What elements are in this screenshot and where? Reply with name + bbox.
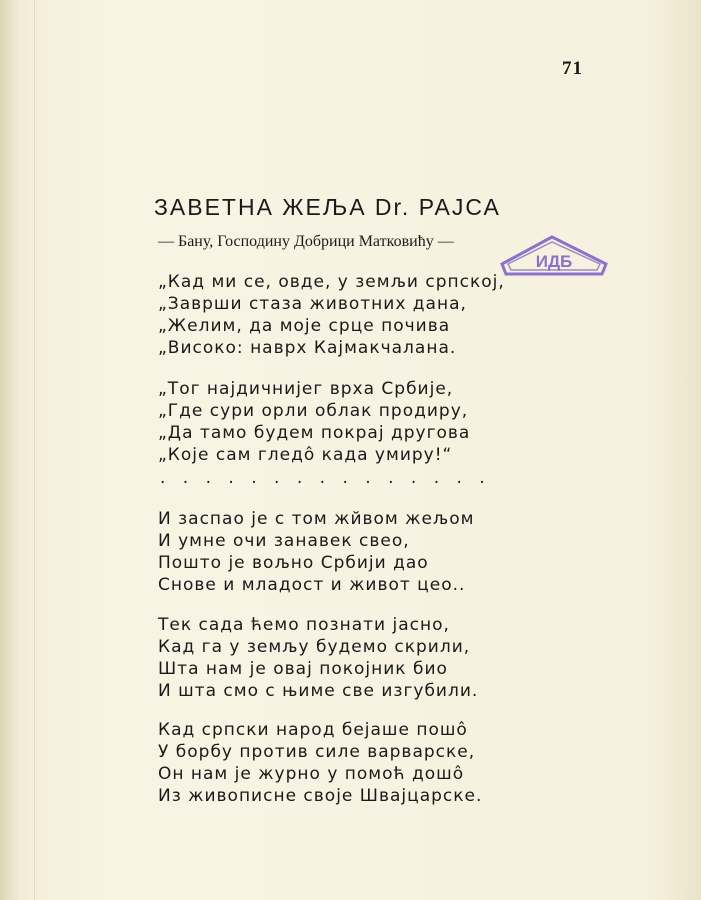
poem-line: „Високо: наврх Кајмакчалана. <box>158 338 457 358</box>
ellipsis-separator: . . . . . . . . . . . . . . . <box>160 468 491 488</box>
page-number: 71 <box>562 58 583 79</box>
poem-line: Кад га у земљу будемо скрили, <box>158 637 471 657</box>
poem-line: Пошто је вољно Србији дао <box>158 553 429 573</box>
poem-line: Кад српски народ бејаше пошô <box>158 720 468 740</box>
stanza-5 <box>158 719 482 807</box>
poem-line: „Заврши стаза животних дана, <box>158 294 467 314</box>
page-gutter <box>0 0 22 900</box>
poem-line: „Да тамо будем покрај другова <box>158 423 471 443</box>
poem-line: И шта смо с њиме све изгубили. <box>158 681 479 701</box>
poem-line: „Желим, да моје срце почива <box>158 316 451 336</box>
library-stamp-icon <box>498 234 610 278</box>
poem-line: Из живописне своје Швајцарске. <box>158 786 483 806</box>
poem-line: Тек сада ћемо познати јасно, <box>158 615 450 635</box>
poem-line: „Које сам гледô када умиру!“ <box>158 445 453 465</box>
stanza-4 <box>158 614 478 702</box>
poem-dedication: — Бану, Господину Добрици Матковићу — <box>158 233 454 250</box>
stamp-text: ИДБ <box>535 252 573 271</box>
poem-line: И умне очи занавек свео, <box>158 531 410 551</box>
poem-line: Снове и младост и живот цео.. <box>158 575 466 595</box>
poem-line: И заспао је с том жйвом жељом <box>158 509 475 529</box>
stanza-3 <box>158 508 474 596</box>
poem-line: „Тог најдичнијег врха Србије, <box>158 379 454 399</box>
poem-title: ЗАВЕТНА ЖЕЉА Dr. РАЈСА <box>154 194 501 220</box>
stanza-2 <box>158 378 470 466</box>
poem-line: У борбу против силе варварске, <box>158 742 476 762</box>
poem-line: „Где сури орли облак продиру, <box>158 401 469 421</box>
poem-line: Шта нам је овај покојник био <box>158 659 448 679</box>
stanza-1 <box>158 271 505 359</box>
poem-line: „Кад ми се, овде, у земљи српској, <box>158 272 505 292</box>
page-fold-line <box>34 0 35 900</box>
poem-line: Он нам је журно у помоћ дошô <box>158 764 465 784</box>
